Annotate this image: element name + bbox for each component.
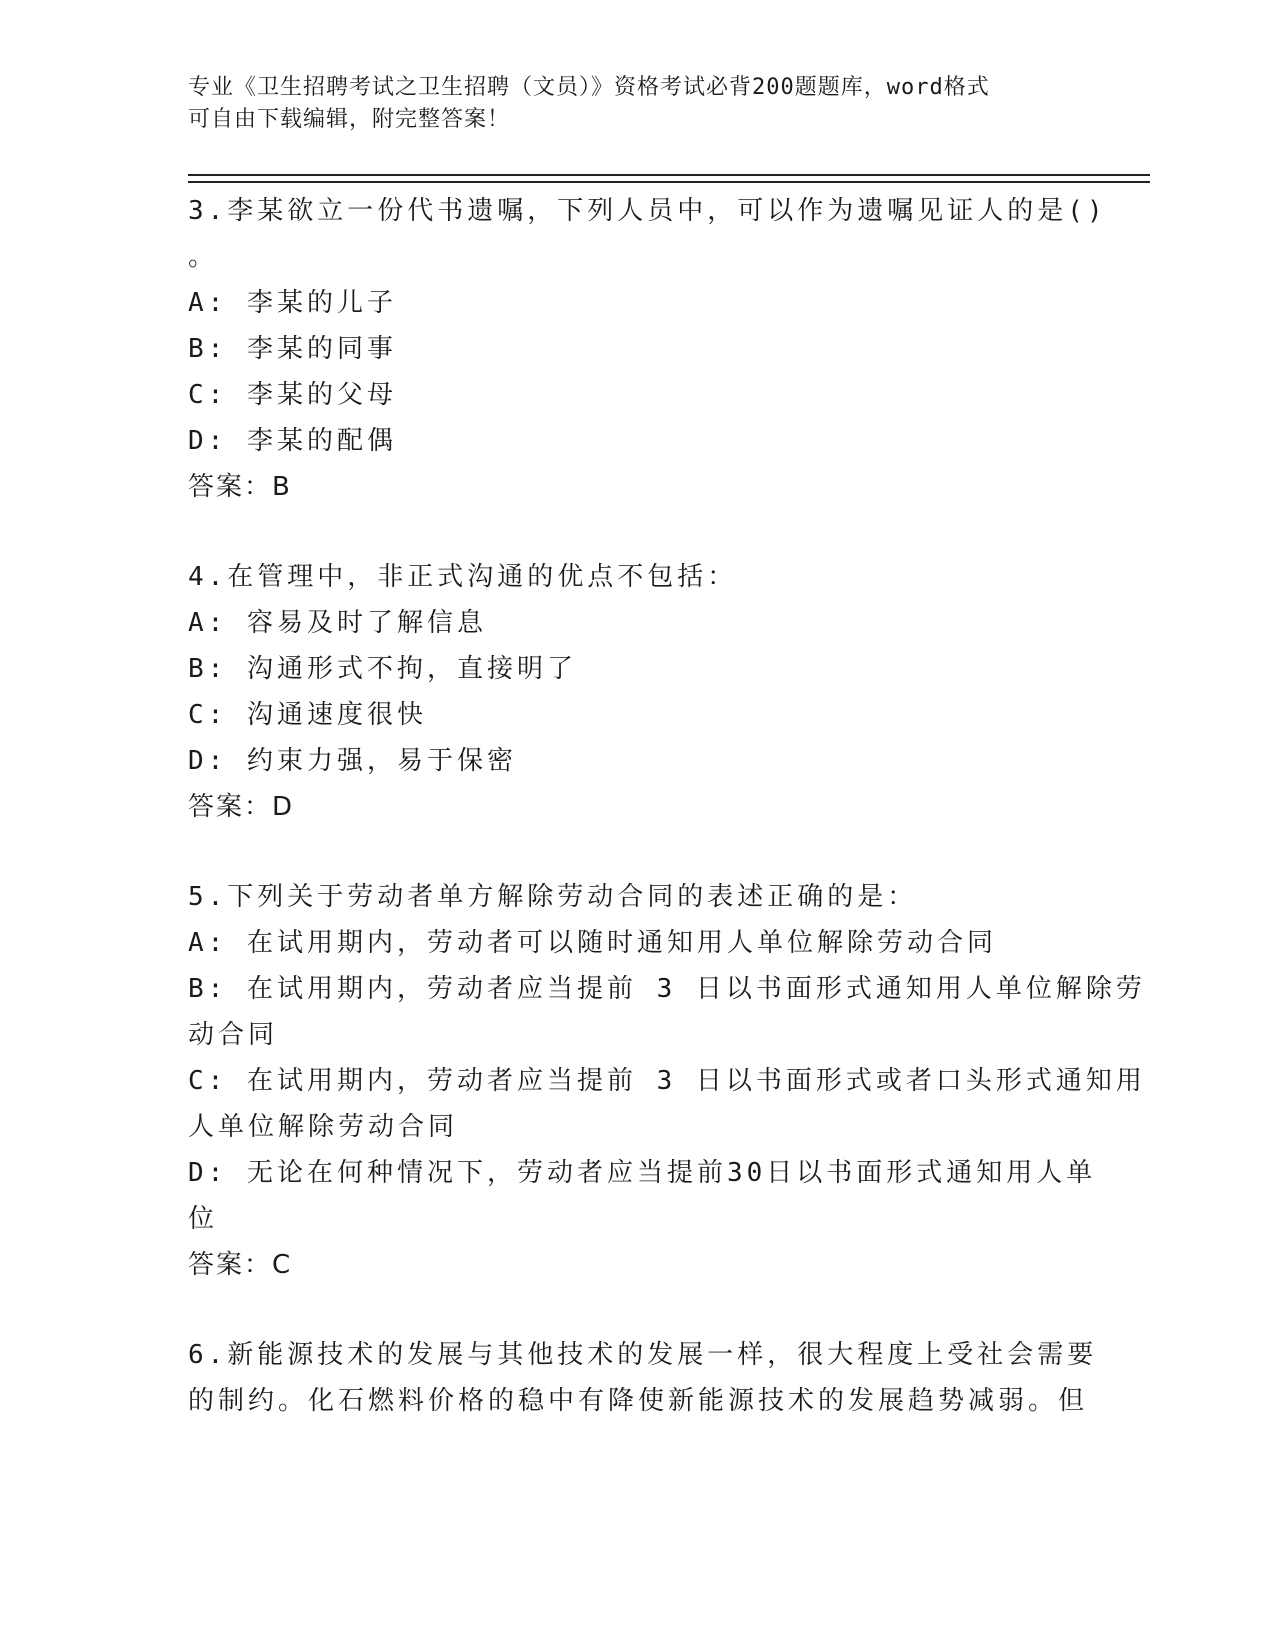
header-divider-top <box>188 174 1150 176</box>
question-4 <box>188 554 1088 830</box>
question-6-stem-line-1: 6.新能源技术的发展与其他技术的发展一样，很大程度上受社会需要 <box>188 1340 1098 1370</box>
question-5-option-b-line-2: 动合同 <box>188 1020 279 1050</box>
question-list <box>188 188 1146 1424</box>
question-spacer <box>188 830 1088 874</box>
question-5-answer: 答案：C <box>188 1250 293 1280</box>
question-4-option-c: C: 沟通速度很快 <box>188 700 427 730</box>
question-5-option-d-line-2: 位 <box>188 1204 219 1234</box>
question-3-option-b: B: 李某的同事 <box>188 334 397 364</box>
question-3-option-d: D: 李某的配偶 <box>188 426 397 456</box>
document-header <box>188 72 1088 136</box>
question-4-stem-line-1: 4.在管理中，非正式沟通的优点不包括： <box>188 562 738 592</box>
question-3-option-c: C: 李某的父母 <box>188 380 397 410</box>
header-divider-bottom <box>188 181 1150 183</box>
question-5-option-a: A: 在试用期内，劳动者可以随时通知用人单位解除劳动合同 <box>188 928 997 958</box>
question-spacer <box>188 1288 1088 1332</box>
header-line-2: 可自由下载编辑，附完整答案！ <box>188 107 511 132</box>
question-5-option-c-line-1: C: 在试用期内，劳动者应当提前 3 日以书面形式或者口头形式通知用 <box>188 1066 1146 1096</box>
header-line-1: 专业《卫生招聘考试之卫生招聘（文员）》资格考试必背200题题库，word格式 <box>188 75 990 100</box>
question-3-option-a: A: 李某的儿子 <box>188 288 397 318</box>
question-4-option-b: B: 沟通形式不拘，直接明了 <box>188 654 577 684</box>
question-3 <box>188 188 1107 510</box>
question-6-stem-line-2: 的制约。化石燃料价格的稳中有降使新能源技术的发展趋势减弱。但 <box>188 1386 1089 1416</box>
question-spacer <box>188 510 1088 554</box>
question-5-stem-line-1: 5.下列关于劳动者单方解除劳动合同的表述正确的是： <box>188 882 918 912</box>
question-4-option-d: D: 约束力强，易于保密 <box>188 746 517 776</box>
question-3-stem-line-2: 。 <box>188 242 219 272</box>
question-4-answer: 答案：D <box>188 792 295 822</box>
question-4-option-a: A: 容易及时了解信息 <box>188 608 487 638</box>
question-5 <box>188 874 1146 1288</box>
question-3-stem-line-1: 3.李某欲立一份代书遗嘱，下列人员中，可以作为遗嘱见证人的是() <box>188 196 1107 226</box>
question-6 <box>188 1332 1098 1424</box>
question-3-answer: 答案：B <box>188 472 292 502</box>
question-5-option-d-line-1: D: 无论在何种情况下，劳动者应当提前30日以书面形式通知用人单 <box>188 1158 1097 1188</box>
question-5-option-c-line-2: 人单位解除劳动合同 <box>188 1112 459 1142</box>
question-5-option-b-line-1: B: 在试用期内，劳动者应当提前 3 日以书面形式通知用人单位解除劳 <box>188 974 1146 1004</box>
